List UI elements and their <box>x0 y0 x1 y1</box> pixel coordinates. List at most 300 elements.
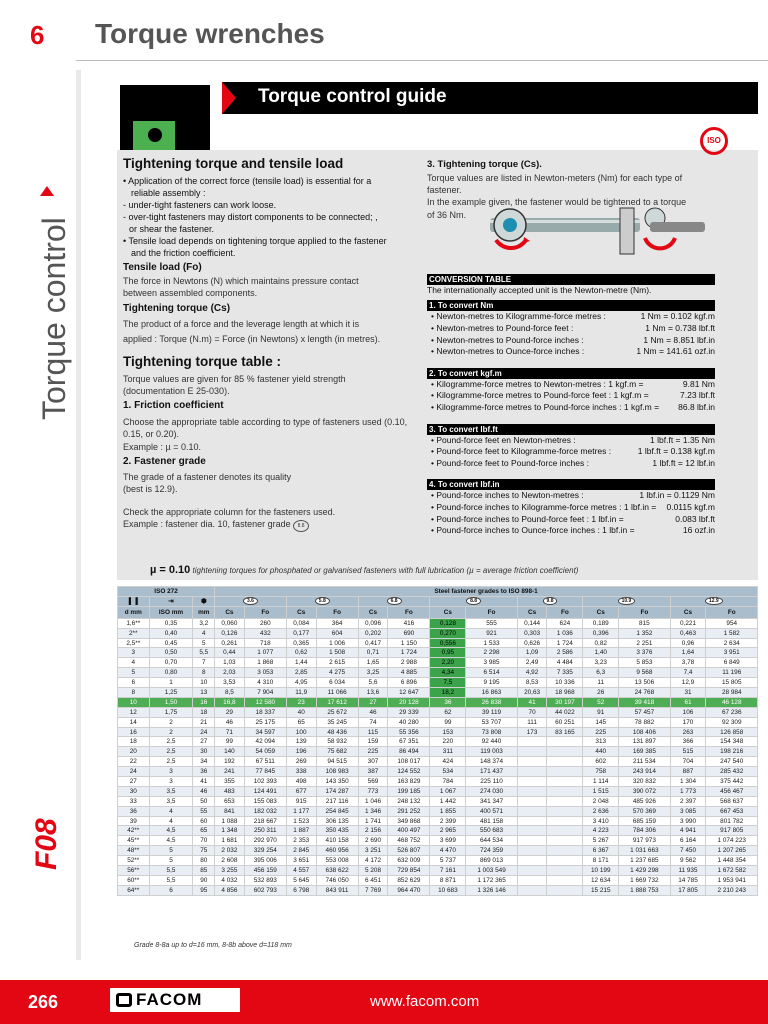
table-cell: 65 <box>286 717 316 727</box>
table-row <box>118 628 758 638</box>
grade-label: Steel fastener grades to ISO 898-1 <box>215 587 758 597</box>
table-cell: 1 887 <box>286 826 316 836</box>
column-header: Cs <box>517 606 547 618</box>
table-cell: 291 252 <box>388 806 430 816</box>
table-cell <box>517 846 547 856</box>
table-cell: 400 571 <box>466 806 517 816</box>
table-cell: 148 374 <box>466 757 517 767</box>
table-cell: 6 <box>149 885 193 895</box>
table-cell: 1 074 223 <box>706 836 758 846</box>
table-cell: 2 636 <box>583 806 619 816</box>
table-cell: 39 418 <box>619 697 670 707</box>
table-cell: 460 956 <box>316 846 358 856</box>
table-cell: 17 612 <box>316 697 358 707</box>
table-row <box>118 796 758 806</box>
table-cell: 27 <box>193 737 215 747</box>
table-cell: 11,9 <box>286 688 316 698</box>
table-cell: 18,2 <box>430 688 466 698</box>
conversion-line: • Newton-metres to Kilogramme-force metres : 1 Nm = 0.102 kgf.m <box>431 311 715 322</box>
table-cell: 170 <box>670 717 706 727</box>
table-cell: 390 072 <box>619 786 670 796</box>
table-cell: 1 508 <box>316 648 358 658</box>
table-cell: 247 540 <box>706 757 758 767</box>
table-cell: 145 <box>583 717 619 727</box>
table-cell: 410 158 <box>316 836 358 846</box>
table-cell: 143 350 <box>316 777 358 787</box>
hex-icon: ⬢ <box>193 596 215 606</box>
website-link[interactable]: www.facom.com <box>370 993 480 1010</box>
table-cell: 773 <box>358 786 388 796</box>
table-cell: 0,40 <box>149 628 193 638</box>
table-cell: 12,9 <box>670 678 706 688</box>
table-cell: 241 <box>215 767 245 777</box>
table-cell: 2 210 243 <box>706 885 758 895</box>
table-cell: 269 <box>286 757 316 767</box>
table-cell: 1 773 <box>670 786 706 796</box>
paragraph: Example : µ = 0.10. <box>123 441 201 452</box>
table-cell: 55 356 <box>388 727 430 737</box>
table-cell: 4 470 <box>430 846 466 856</box>
table-cell: 92 309 <box>706 717 758 727</box>
table-cell <box>547 836 583 846</box>
table-cell: 126 858 <box>706 727 758 737</box>
table-cell: 1 533 <box>466 638 517 648</box>
table-cell: 1 003 549 <box>466 866 517 876</box>
table-cell <box>517 806 547 816</box>
bullet-text: • Tensile load depends on tightening torque applied to the fastener <box>123 236 387 246</box>
table-cell: 704 <box>670 757 706 767</box>
table-cell: 20 <box>118 747 150 757</box>
table-cell <box>517 866 547 876</box>
table-cell: 12 634 <box>583 875 619 885</box>
column-header: Fo <box>388 606 430 618</box>
table-cell: 1 681 <box>215 836 245 846</box>
table-cell: 46 <box>358 707 388 717</box>
table-cell: 815 <box>619 618 670 628</box>
table-row <box>118 688 758 698</box>
table-cell: 3 <box>118 648 150 658</box>
paragraph: 0.15, or 0.20). <box>123 429 180 440</box>
table-cell: 2,49 <box>517 658 547 668</box>
table-cell: 218 667 <box>244 816 286 826</box>
table-cell: 25 175 <box>244 717 286 727</box>
table-cell: 0,35 <box>149 618 193 628</box>
table-cell <box>517 856 547 866</box>
table-cell: 24 768 <box>619 688 670 698</box>
table-cell: 677 <box>286 786 316 796</box>
table-cell: 2 298 <box>466 648 517 658</box>
table-cell: 624 <box>547 618 583 628</box>
table-cell: 292 970 <box>244 836 286 846</box>
table-cell: 313 <box>583 737 619 747</box>
table-cell: 2,85 <box>286 668 316 678</box>
heading-tensile: Tightening torque and tensile load <box>123 156 344 171</box>
table-cell: 30 <box>193 747 215 757</box>
table-cell: 3 951 <box>706 648 758 658</box>
table-cell: 784 306 <box>619 826 670 836</box>
table-cell: 3 255 <box>215 866 245 876</box>
bullet-text: - under-tight fasteners can work loose. <box>123 200 277 210</box>
table-cell: 1 515 <box>583 786 619 796</box>
table-cell: 0,202 <box>358 628 388 638</box>
table-cell: 2** <box>118 628 150 638</box>
table-cell: 4,5 <box>149 826 193 836</box>
paragraph: (best is 12.9). <box>123 484 178 495</box>
table-row <box>118 747 758 757</box>
table-cell: 387 <box>358 767 388 777</box>
table-cell: 5 645 <box>286 875 316 885</box>
conversion-line: • Newton-metres to Pound-force feet : 1 Nm = 0.738 lbf.ft <box>431 323 715 333</box>
table-cell: 27 <box>358 697 388 707</box>
side-arrow-icon <box>40 186 54 196</box>
table-cell: 917 973 <box>619 836 670 846</box>
table-cell: 42 094 <box>244 737 286 747</box>
table-cell: 7 769 <box>358 885 388 895</box>
table-cell: 1,03 <box>215 658 245 668</box>
table-cell: 0,80 <box>149 668 193 678</box>
table-cell: 94 515 <box>316 757 358 767</box>
table-cell: 250 311 <box>244 826 286 836</box>
subheading: Tensile load (Fo) <box>123 262 202 273</box>
table-cell: 1 724 <box>388 648 430 658</box>
table-cell: 570 369 <box>619 806 670 816</box>
table-cell: 3 410 <box>583 816 619 826</box>
table-cell: 1 888 753 <box>619 885 670 895</box>
table-cell: 73 808 <box>466 727 517 737</box>
table-cell: 23 <box>286 697 316 707</box>
table-cell: 1 177 <box>286 806 316 816</box>
table-cell: 48 436 <box>316 727 358 737</box>
table-cell: 0,303 <box>517 628 547 638</box>
table-cell: 1,75 <box>149 707 193 717</box>
table-cell: 2 634 <box>706 638 758 648</box>
table-cell: 1 046 <box>358 796 388 806</box>
paragraph: Check the appropriate column for the fasteners used. <box>123 507 336 518</box>
table-cell <box>547 737 583 747</box>
table-cell: 198 216 <box>706 747 758 757</box>
table-cell: 36 <box>193 767 215 777</box>
table-cell: 108 983 <box>316 767 358 777</box>
brand-logo[interactable]: FACOM <box>110 988 240 1012</box>
table-cell: 199 185 <box>388 786 430 796</box>
table-cell: 24 <box>193 727 215 737</box>
table-cell: 498 <box>286 777 316 787</box>
table-cell: 784 <box>430 777 466 787</box>
table-cell: 468 752 <box>388 836 430 846</box>
table-cell: 5 853 <box>619 658 670 668</box>
table-cell: 1 346 <box>358 806 388 816</box>
grade-header: 6.8 <box>358 596 430 606</box>
table-cell: 61 <box>670 697 706 707</box>
table-cell: 85 <box>193 866 215 876</box>
grade-header: 9.8 <box>517 596 583 606</box>
table-cell: 481 158 <box>466 816 517 826</box>
table-cell: 54 059 <box>244 747 286 757</box>
table-cell: 1 006 <box>316 638 358 648</box>
table-cell: 0,45 <box>149 638 193 648</box>
table-row <box>118 717 758 727</box>
table-cell: 285 432 <box>706 767 758 777</box>
table-cell: 62 <box>430 707 466 717</box>
table-row <box>118 806 758 816</box>
table-cell: 569 <box>358 777 388 787</box>
table-cell: 2 251 <box>619 638 670 648</box>
conversion-line: • Pound-force inches to Ounce-force inches : 1 lbf.in = 16 ozf.in <box>431 525 715 536</box>
table-cell: 6 <box>118 678 150 688</box>
table-cell: 3,5 <box>149 796 193 806</box>
table-cell: 5 267 <box>583 836 619 846</box>
table-cell: 1 237 685 <box>619 856 670 866</box>
table-cell: 46 <box>193 786 215 796</box>
table-cell: 440 <box>583 747 619 757</box>
table-cell: 1 077 <box>244 648 286 658</box>
table-cell: 40 280 <box>388 717 430 727</box>
table-cell: 6 798 <box>286 885 316 895</box>
table-cell: 174 287 <box>316 786 358 796</box>
table-cell: 2 397 <box>670 796 706 806</box>
table-cell: 33 <box>118 796 150 806</box>
table-cell: 729 854 <box>388 866 430 876</box>
table-cell <box>547 786 583 796</box>
table-cell: 13 <box>193 688 215 698</box>
table-cell: 12 647 <box>388 688 430 698</box>
table-cell: 7,5 <box>430 678 466 688</box>
table-cell: 140 <box>215 747 245 757</box>
table-cell: 3 053 <box>244 668 286 678</box>
conversion-line: • Newton-metres to Ounce-force inches : 1 Nm = 141.61 ozf.in <box>431 346 715 357</box>
table-cell: 4 310 <box>244 678 286 688</box>
table-cell: 1 442 <box>430 796 466 806</box>
table-cell: 456 467 <box>706 786 758 796</box>
table-cell: 99 <box>215 737 245 747</box>
table-cell: 3,25 <box>358 668 388 678</box>
table-cell: 24 <box>118 767 150 777</box>
table-cell: 2 <box>149 717 193 727</box>
table-cell: 4 275 <box>316 668 358 678</box>
heading-table: Tightening torque table : <box>123 353 281 369</box>
table-cell <box>517 885 547 895</box>
bullet-text: - over-tight fasteners may distort components to be connected; , <box>123 212 378 222</box>
table-cell: 4,34 <box>430 668 466 678</box>
table-cell: 60 251 <box>547 717 583 727</box>
table-cell: 4 <box>149 806 193 816</box>
column-header: Fo <box>244 606 286 618</box>
table-cell: 4,5 <box>149 836 193 846</box>
table-cell: 3,53 <box>215 678 245 688</box>
table-cell: 0,96 <box>670 638 706 648</box>
table-cell: 225 <box>583 727 619 737</box>
table-row <box>118 757 758 767</box>
gear-hub-icon <box>148 128 162 142</box>
table-cell: 0,144 <box>517 618 547 628</box>
paragraph: The force in Newtons (N) which maintains pressure contact <box>123 276 359 286</box>
table-cell: 14 785 <box>670 875 706 885</box>
table-row <box>118 786 758 796</box>
table-cell: 67 236 <box>706 707 758 717</box>
table-cell: 534 <box>430 767 466 777</box>
table-cell: 0,626 <box>517 638 547 648</box>
table-cell: 1,64 <box>670 648 706 658</box>
table-cell: 48** <box>118 846 150 856</box>
table-cell: 211 534 <box>619 757 670 767</box>
table-cell: 5 <box>193 638 215 648</box>
table-cell: 555 <box>466 618 517 628</box>
table-row <box>118 875 758 885</box>
table-cell: 1 207 265 <box>706 846 758 856</box>
table-cell: 10 199 <box>583 866 619 876</box>
table-cell: 10 336 <box>547 678 583 688</box>
table-cell <box>517 796 547 806</box>
table-cell: 0,189 <box>583 618 619 628</box>
table-cell: 28 984 <box>706 688 758 698</box>
table-cell: 153 <box>430 727 466 737</box>
table-cell: 0,128 <box>430 618 466 628</box>
table-cell: 485 926 <box>619 796 670 806</box>
table-cell <box>547 757 583 767</box>
paragraph: between assembled components. <box>123 288 258 299</box>
table-cell <box>547 866 583 876</box>
conversion-group-title: 4. To convert lbf.in <box>427 479 715 490</box>
table-cell <box>517 826 547 836</box>
table-cell: 1 326 146 <box>466 885 517 895</box>
table-cell: 0,82 <box>583 638 619 648</box>
table-cell: 0,396 <box>583 628 619 638</box>
conversion-intro: The internationally accepted unit is the Newton-metre (Nm). <box>427 284 652 295</box>
table-cell: 2 845 <box>286 846 316 856</box>
table-cell: 4 <box>149 816 193 826</box>
torque-table <box>117 586 758 896</box>
table-cell: 119 003 <box>466 747 517 757</box>
table-cell: 3 376 <box>619 648 670 658</box>
table-cell: 2 965 <box>430 826 466 836</box>
table-cell: 5 737 <box>430 856 466 866</box>
table-cell: 1 448 354 <box>706 856 758 866</box>
table-cell: 1 724 <box>547 638 583 648</box>
table-cell: 243 914 <box>619 767 670 777</box>
table-cell: 1 348 <box>215 826 245 836</box>
table-cell <box>517 767 547 777</box>
table-cell: 8 <box>118 688 150 698</box>
table-cell: 526 807 <box>388 846 430 856</box>
table-cell: 6 849 <box>706 658 758 668</box>
table-cell: 5,5 <box>149 866 193 876</box>
table-cell: 155 083 <box>244 796 286 806</box>
table-cell: 13 506 <box>619 678 670 688</box>
table-cell <box>517 747 547 757</box>
table-cell: 2 615 <box>316 658 358 668</box>
table-cell: 1 741 <box>358 816 388 826</box>
paragraph: Torque values are given for 85 % fastener yield strength <box>123 373 346 384</box>
table-cell: 7 <box>193 658 215 668</box>
table-cell <box>547 816 583 826</box>
table-cell: 78 882 <box>619 717 670 727</box>
table-cell: 4 885 <box>388 668 430 678</box>
table-cell: 11 196 <box>706 668 758 678</box>
conversion-line: • Newton-metres to Pound-force inches : 1 Nm = 8.851 lbf.in <box>431 334 715 345</box>
column-header: Cs <box>286 606 316 618</box>
table-cell: 5 208 <box>358 866 388 876</box>
table-cell: 39 <box>118 816 150 826</box>
table-cell: 1 669 732 <box>619 875 670 885</box>
table-row <box>118 836 758 846</box>
table-cell: 18 337 <box>244 707 286 717</box>
conversion-line: • Pound-force feet to Pound-force inches : 1 lbf.ft = 12 lbf.in <box>431 457 715 468</box>
table-cell: 0,270 <box>430 628 466 638</box>
table-cell: 6 514 <box>466 668 517 678</box>
table-cell: 10 <box>118 697 150 707</box>
table-cell: 45** <box>118 836 150 846</box>
table-cell: 52 <box>583 697 619 707</box>
table-row <box>118 727 758 737</box>
table-cell: 1,6** <box>118 618 150 628</box>
section-title: Torque control guide <box>258 86 447 107</box>
table-cell <box>547 846 583 856</box>
conversion-line: • Pound-force inches to Pound-force feet : 1 lbf.in = 0.083 lbf.ft <box>431 513 715 524</box>
column-header: Cs <box>215 606 245 618</box>
table-cell: 4 032 <box>215 875 245 885</box>
table-cell: 0,177 <box>286 628 316 638</box>
table-cell: 99 <box>430 717 466 727</box>
table-cell: 182 032 <box>244 806 286 816</box>
table-cell: 306 135 <box>316 816 358 826</box>
table-cell: 4,92 <box>517 668 547 678</box>
table-cell: 9 568 <box>619 668 670 678</box>
table-cell: 3,78 <box>670 658 706 668</box>
table-cell: 36 <box>118 806 150 816</box>
table-cell: 14 <box>118 717 150 727</box>
grade-header: 8.8 <box>430 596 517 606</box>
table-cell: 366 <box>670 737 706 747</box>
conversion-table-title: CONVERSION TABLE <box>427 274 715 285</box>
table-cell: 2,5 <box>149 747 193 757</box>
left-column <box>123 156 418 532</box>
table-cell: 83 165 <box>547 727 583 737</box>
table-cell: 604 <box>316 628 358 638</box>
table-cell: 921 <box>466 628 517 638</box>
table-cell: 9 195 <box>466 678 517 688</box>
table-cell: 36 <box>430 697 466 707</box>
table-cell: 40 <box>286 707 316 717</box>
side-section-label: Torque control <box>36 217 72 420</box>
table-cell: 4 484 <box>547 658 583 668</box>
table-row <box>118 638 758 648</box>
column-header: Cs <box>670 606 706 618</box>
table-cell: 7 450 <box>670 846 706 856</box>
table-cell: 192 <box>215 757 245 767</box>
table-cell: 338 <box>286 767 316 777</box>
table-cell: 329 254 <box>244 846 286 856</box>
table-cell: 1 036 <box>547 628 583 638</box>
table-cell: 50 <box>193 796 215 806</box>
table-cell: 5 <box>118 668 150 678</box>
column-header: Fo <box>466 606 517 618</box>
table-cell: 57 457 <box>619 707 670 717</box>
conversion-line: • Kilogramme-force metres to Pound-force inches : 1 kgf.m = 86.8 lbf.in <box>431 401 715 412</box>
table-cell: 169 385 <box>619 747 670 757</box>
table-cell: 515 <box>670 747 706 757</box>
table-cell: 0,44 <box>215 648 245 658</box>
column-header: Fo <box>547 606 583 618</box>
table-cell: 3,2 <box>193 618 215 628</box>
table-cell: 350 435 <box>316 826 358 836</box>
table-cell: 80 <box>193 856 215 866</box>
table-cell: 10 <box>193 678 215 688</box>
table-cell: 3 990 <box>670 816 706 826</box>
conversion-line: • Pound-force inches to Newton-metres : 1 lbf.in = 0.1129 Nm <box>431 490 715 501</box>
column-header: ISO mm <box>149 606 193 618</box>
table-cell: 2,5 <box>149 757 193 767</box>
bolt-icon: ▌▐ <box>118 596 150 606</box>
